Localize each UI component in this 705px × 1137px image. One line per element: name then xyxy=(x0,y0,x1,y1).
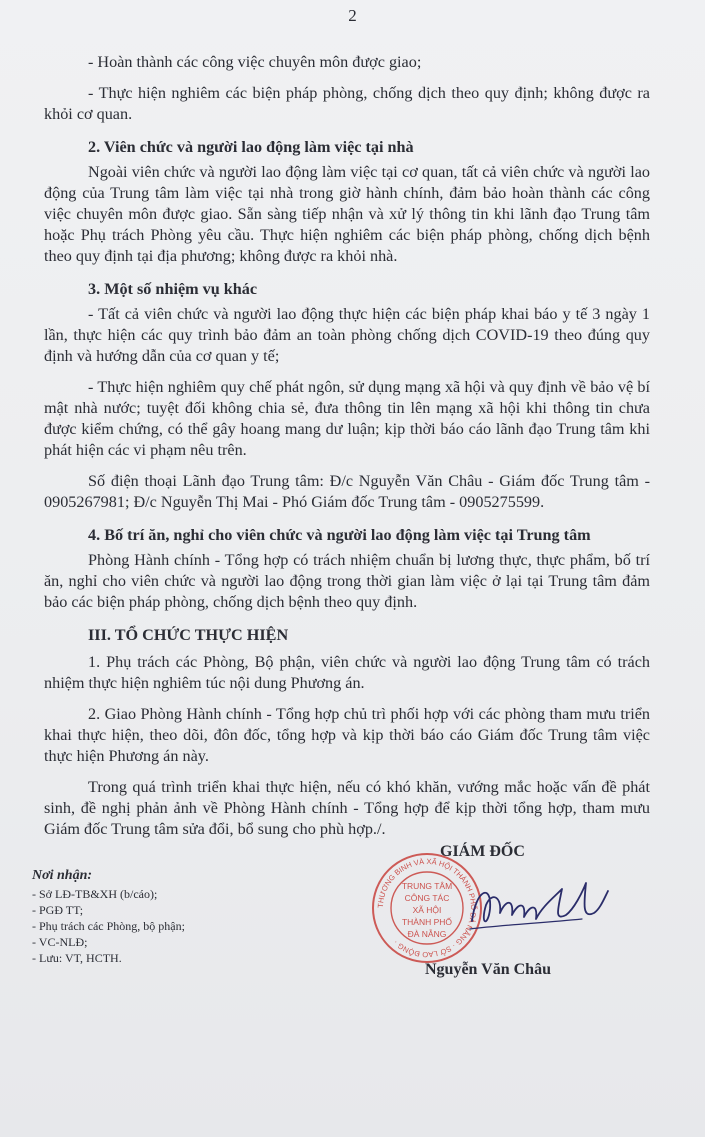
seal-center-line: TRUNG TÂM xyxy=(401,881,453,891)
paragraph-implementation-1: 1. Phụ trách các Phòng, Bộ phận, viên chức và người lao động Trung tâm có trách nhiệm thực hiện nghiêm túc nội dung Phương án. xyxy=(44,653,650,692)
signature-block xyxy=(370,843,630,993)
recipient-item: - PGĐ TT; xyxy=(32,903,84,917)
recipient-item: - Lưu: VT, HCTH. xyxy=(32,951,122,965)
signer-role: GIÁM ĐỐC xyxy=(440,843,525,860)
recipients-block xyxy=(32,868,292,966)
recipient-item: - Sở LĐ-TB&XH (b/cáo); xyxy=(32,887,158,901)
seal-center-line: ĐÀ NẴNG xyxy=(407,929,447,939)
paragraph-phone-numbers: Số điện thoại Lãnh đạo Trung tâm: Đ/c Nguyễn Văn Châu - Giám đốc Trung tâm - 0905267981; Đ/c Nguyễn Thị Mai - Phó Giám đốc Trung tâm - 0905275599. xyxy=(44,472,650,511)
signer-name: Nguyễn Văn Châu xyxy=(425,961,551,978)
document-body xyxy=(44,52,650,840)
paragraph-speech-regulation: - Thực hiện nghiêm quy chế phát ngôn, sử dụng mạng xã hội và quy định về bảo vệ bí mật nhà nước; tuyệt đối không chia sẻ, đưa thông tin lên mạng xã hội khi thông tin chưa được kiểm chứng, có thể gây hoang mang dư luận; kịp thời báo cáo lãnh đạo Trung tâm khi phát hiện các vi phạm nêu trên. xyxy=(44,378,650,459)
recipient-item: - Phụ trách các Phòng, bộ phận; xyxy=(32,919,185,933)
seal-center-line: XÃ HỘI xyxy=(412,905,442,915)
paragraph-health-declaration: - Tất cả viên chức và người lao động thực hiện các biện pháp khai báo y tế 3 ngày 1 lần, thực hiện các quy trình bảo đảm an toàn phòng chống dịch COVID-19 theo đúng quy định và hướng dẫn của cơ quan y tế; xyxy=(44,305,650,365)
heading-other-tasks: 3. Một số nhiệm vụ khác xyxy=(88,280,258,298)
paragraph-implementation-2: 2. Giao Phòng Hành chính - Tổng hợp chủ trì phối hợp với các phòng tham mưu triển khai thực hiện, theo dõi, đôn đốc, tổng hợp và kịp thời báo cáo Giám đốc Trung tâm việc thực hiện Phương án này. xyxy=(44,705,650,765)
paragraph-task-complete: - Hoàn thành các công việc chuyên môn được giao; xyxy=(88,53,422,71)
recipients-title: Nơi nhận: xyxy=(32,868,93,883)
paragraph-prevention-office: - Thực hiện nghiêm các biện pháp phòng, chống dịch theo quy định; không được ra khỏi cơ quan. xyxy=(44,84,650,123)
paragraph-meals-rest: Phòng Hành chính - Tổng hợp có trách nhiệm chuẩn bị lương thực, thực phẩm, bố trí ăn, nghỉ cho viên chức và người lao động trong thời gian làm việc ở lại tại Trung tâm đảm bảo các biện pháp phòng, chống dịch bệnh theo quy định. xyxy=(44,551,650,611)
seal-center-line: THÀNH PHỐ xyxy=(401,917,453,927)
heading-work-from-home: 2. Viên chức và người lao động làm việc tại nhà xyxy=(88,138,414,156)
seal-ring-text: THƯƠNG BINH VÀ XÃ HỘI THÀNH PHỐ ĐÀ NẴNG · SỞ LAO ĐỘNG · xyxy=(375,856,479,960)
heading-meals-rest: 4. Bố trí ăn, nghỉ cho viên chức và người lao động làm việc tại Trung tâm xyxy=(88,526,591,544)
paragraph-closing: Trong quá trình triển khai thực hiện, nếu có khó khăn, vướng mắc hoặc vấn đề phát sinh, đề nghị phản ảnh về Phòng Hành chính - Tổng hợp để kịp thời tổng hợp, tham mưu Giám đốc Trung tâm sửa đổi, bổ sung cho phù hợp./. xyxy=(44,778,650,838)
recipient-item: - VC-NLĐ; xyxy=(32,935,88,949)
heading-implementation: III. TỔ CHỨC THỰC HIỆN xyxy=(88,626,289,644)
paragraph-work-from-home: Ngoài viên chức và người lao động làm việc tại cơ quan, tất cả viên chức và người lao động của Trung tâm làm việc tại nhà trong giờ hành chính, đảm bảo hoàn thành các công việc chuyên môn được giao. Sẵn sàng tiếp nhận và xử lý thông tin khi lãnh đạo Trung tâm hoặc Phụ trách Phòng yêu cầu. Thực hiện nghiêm các biện pháp phòng, chống dịch bệnh theo quy định tại địa phương; không được ra khỏi nhà. xyxy=(44,163,650,265)
seal-center-line: CÔNG TÁC xyxy=(404,893,450,903)
handwritten-signature xyxy=(462,869,612,939)
page-number: 2 xyxy=(348,6,357,25)
